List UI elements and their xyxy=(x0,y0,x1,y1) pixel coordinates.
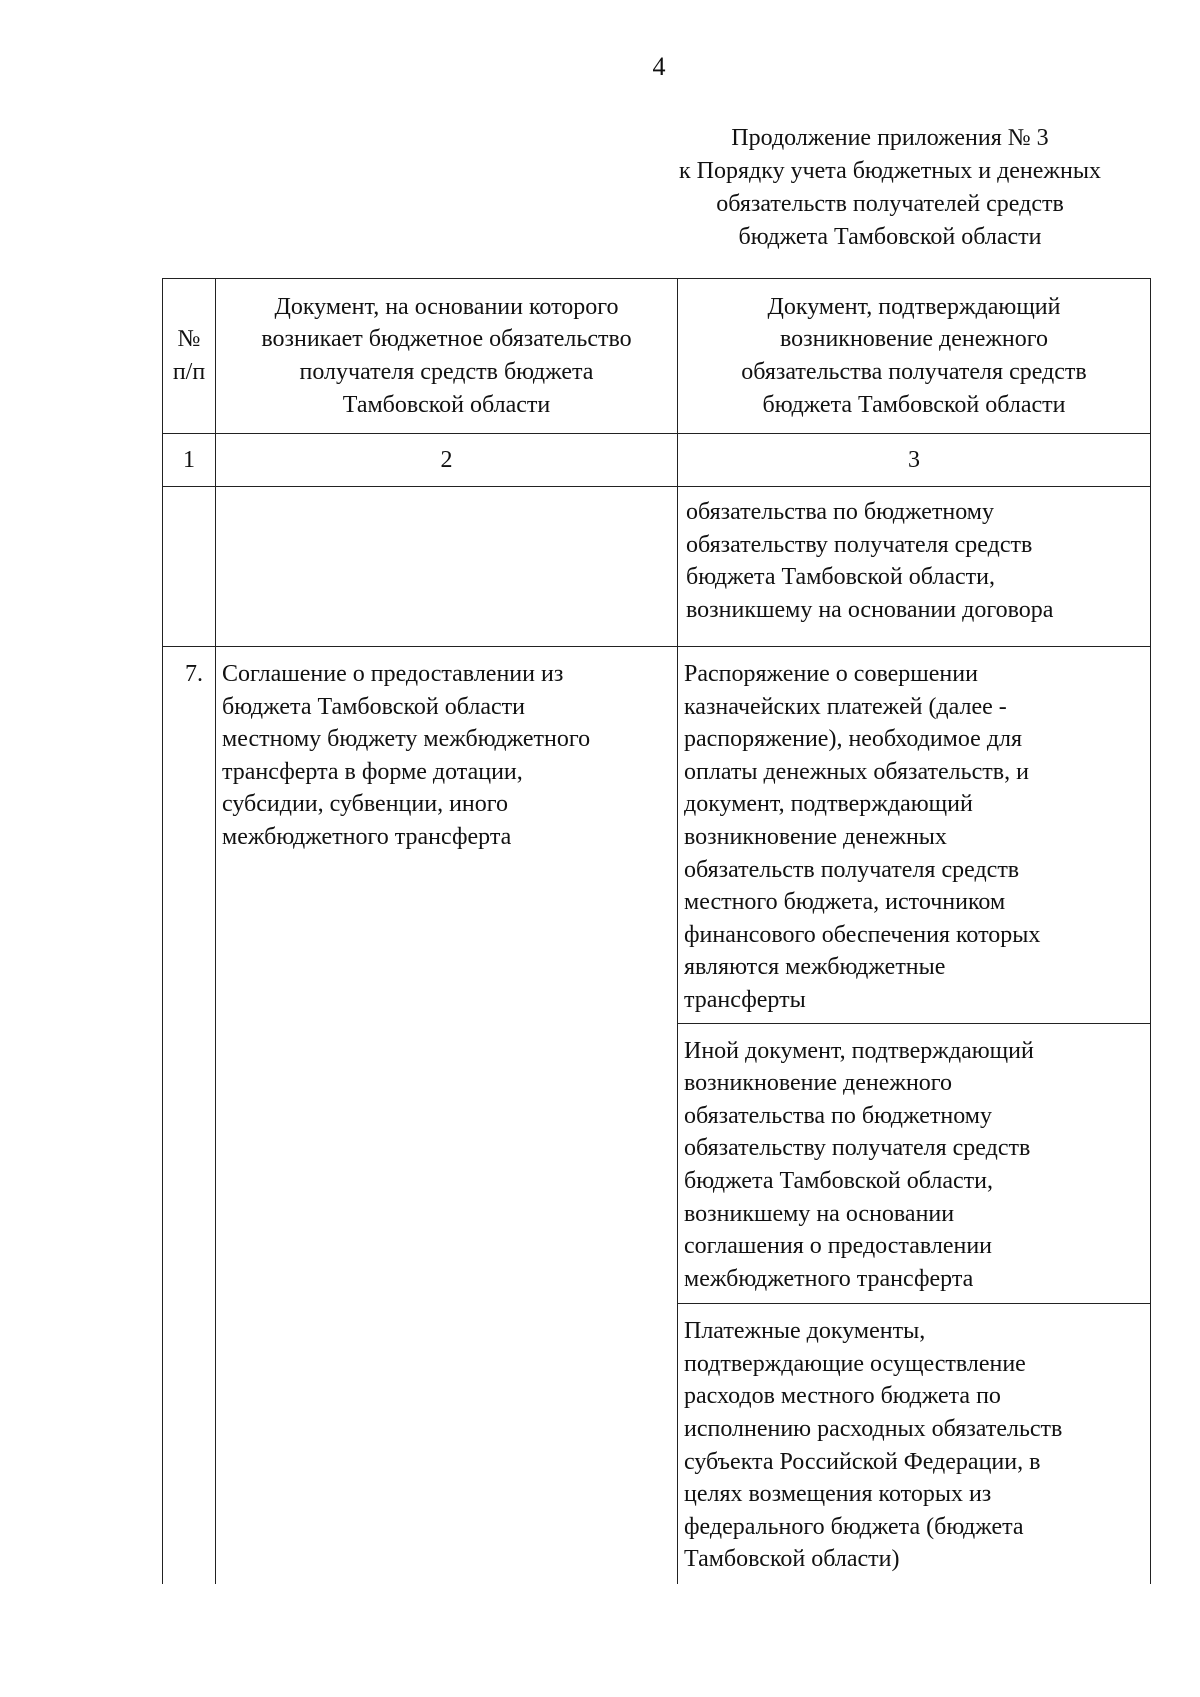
cell-text-line: местному бюджету межбюджетного xyxy=(222,726,591,753)
empty-cell xyxy=(216,487,678,647)
cell-text-line: бюджета Тамбовской области, xyxy=(684,1167,993,1194)
header-text: п/п xyxy=(172,359,206,385)
cell-text-line: оплаты денежных обязательств, и xyxy=(684,758,1029,785)
appendix-line: бюджета Тамбовской области xyxy=(738,224,1042,250)
column-number: 1 xyxy=(163,434,216,487)
column-number: 3 xyxy=(678,434,1151,487)
continuation-text-cell xyxy=(678,487,1151,647)
header-text: обязательства получателя средств xyxy=(741,359,1087,385)
cell-text-line: возникшему на основании договора xyxy=(686,596,1054,623)
cell-text-line: Соглашение о предоставлении из xyxy=(222,661,564,687)
header-text: Документ, подтверждающий xyxy=(767,293,1061,320)
cell-text-line: бюджета Тамбовской области, xyxy=(686,564,995,591)
continuation-row xyxy=(163,487,1151,647)
cell-text-line: финансового обеспечения которых xyxy=(684,921,1041,948)
empty-cell xyxy=(163,1023,216,1304)
confirming-document-cell xyxy=(678,1304,1151,1584)
cell-text-line: субъекта Российской Федерации, в xyxy=(684,1448,1041,1475)
header-text: Тамбовской области xyxy=(342,391,551,418)
column-number: 2 xyxy=(216,434,678,487)
cell-text-line: целях возмещения которых из xyxy=(684,1481,992,1508)
cell-text-line: обязательства по бюджетному xyxy=(684,1102,992,1129)
cell-text-line: возникшему на основании xyxy=(684,1200,955,1227)
header-text: возникновение денежного xyxy=(779,326,1049,353)
appendix-line: Продолжение приложения № 3 xyxy=(731,125,1049,151)
header-text: Документ, на основании которого xyxy=(274,293,619,320)
page-number: 4 xyxy=(652,52,666,81)
table-row-7-continued xyxy=(163,1304,1151,1584)
empty-cell xyxy=(163,487,216,647)
cell-text-line: расходов местного бюджета по xyxy=(684,1383,1001,1410)
row-number: 7. xyxy=(163,647,216,1024)
confirming-document-cell xyxy=(678,647,1151,1024)
cell-text-line: бюджета Тамбовской области xyxy=(222,693,525,720)
cell-text-line: межбюджетного трансферта xyxy=(684,1265,974,1292)
cell-text-line: Распоряжение о совершении xyxy=(684,661,978,687)
cell-text-line: федерального бюджета (бюджета xyxy=(684,1513,1024,1540)
empty-cell xyxy=(163,1304,216,1584)
table-row-7 xyxy=(163,647,1151,1024)
column-number-row xyxy=(163,434,1151,487)
cell-text-line: трансферта в форме дотации, xyxy=(222,758,523,785)
appendix-line: к Порядку учета бюджетных и денежных xyxy=(679,158,1101,184)
cell-text-line: казначейских платежей (далее - xyxy=(684,693,1007,720)
cell-text-line: обязательств получателя средств xyxy=(684,856,1020,883)
table-header-row xyxy=(163,279,1151,434)
header-text: бюджета Тамбовской области xyxy=(762,391,1066,418)
appendix-heading xyxy=(620,122,1160,254)
cell-text-line: подтверждающие осуществление xyxy=(684,1350,1026,1377)
cell-text-line: трансферты xyxy=(684,986,806,1013)
appendix-line: обязательств получателей средств xyxy=(716,191,1064,217)
cell-text-line: возникновение денежного xyxy=(684,1070,953,1097)
header-text: возникает бюджетное обязательство xyxy=(261,326,632,353)
obligations-table xyxy=(162,278,1151,1584)
header-cell-number xyxy=(163,279,216,434)
header-cell-confirming-document xyxy=(678,279,1151,434)
empty-cell xyxy=(216,1304,678,1584)
confirming-document-cell xyxy=(678,1023,1151,1304)
cell-text-line: обязательству получателя средств xyxy=(686,531,1033,558)
basis-document-cell xyxy=(216,647,678,1024)
cell-text-line: обязательству получателя средств xyxy=(684,1135,1031,1162)
table-row-7-continued xyxy=(163,1023,1151,1304)
cell-text-line: местного бюджета, источником xyxy=(684,889,1006,916)
cell-text-line: Платежные документы, xyxy=(684,1318,926,1345)
header-text: № xyxy=(177,326,201,353)
cell-text-line: Тамбовской области) xyxy=(684,1546,900,1573)
cell-text-line: возникновение денежных xyxy=(684,823,947,850)
cell-text-line: Иной документ, подтверждающий xyxy=(684,1037,1034,1064)
header-text: получателя средств бюджета xyxy=(299,359,594,385)
cell-text-line: документ, подтверждающий xyxy=(684,791,973,818)
cell-text-line: являются межбюджетные xyxy=(684,954,946,981)
cell-text-line: межбюджетного трансферта xyxy=(222,823,512,850)
cell-text-line: субсидии, субвенции, иного xyxy=(222,791,509,818)
cell-text-line: исполнению расходных обязательств xyxy=(684,1416,1063,1443)
cell-text-line: обязательства по бюджетному xyxy=(686,499,994,525)
header-cell-basis-document xyxy=(216,279,678,434)
cell-text-line: распоряжение), необходимое для xyxy=(684,726,1023,753)
empty-cell xyxy=(216,1023,678,1304)
cell-text-line: соглашения о предоставлении xyxy=(684,1233,993,1260)
